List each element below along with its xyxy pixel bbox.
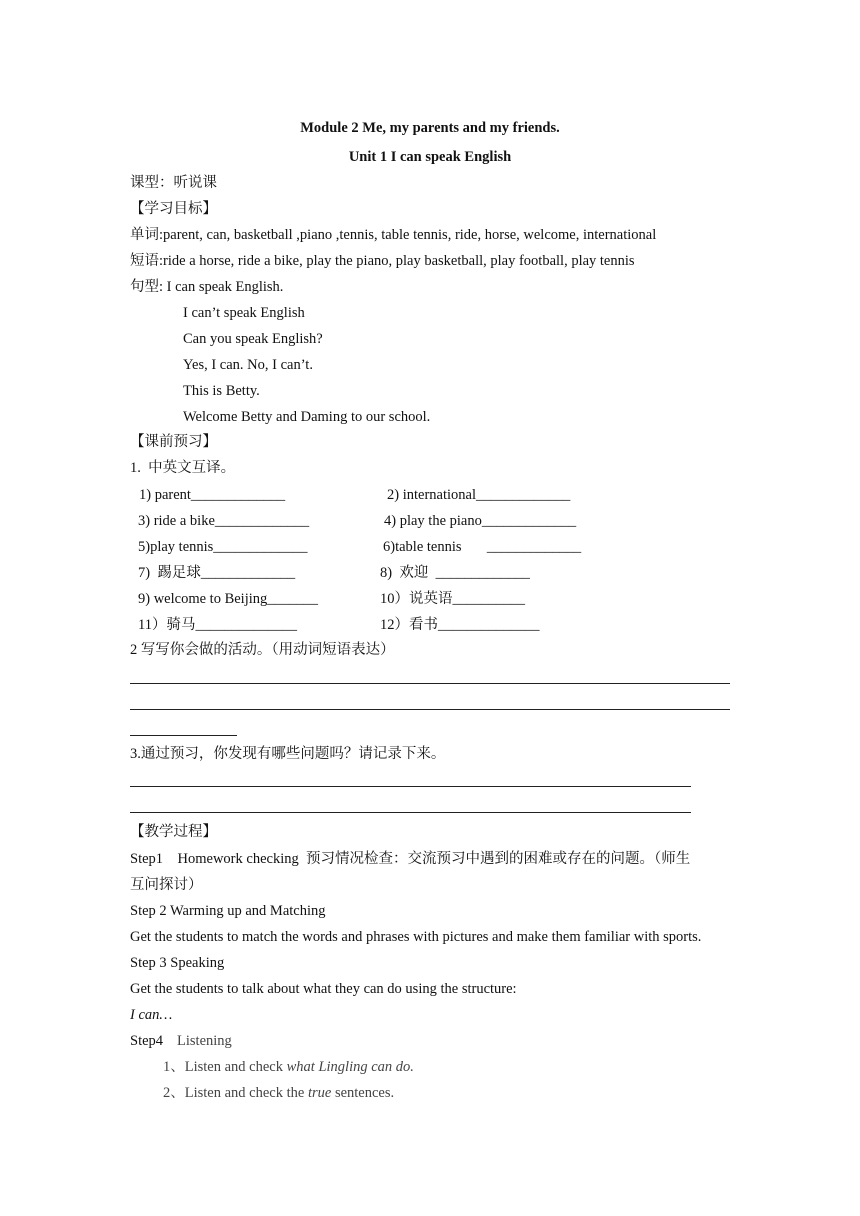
unit-title: Unit 1 I can speak English xyxy=(348,149,512,165)
preview-heading: 【课前预习】 xyxy=(130,434,217,450)
objective-sentence: Welcome Betty and Daming to our school. xyxy=(183,409,431,425)
objective-sentence: Can you speak English? xyxy=(183,331,323,347)
exercise3-heading: 3.通过预习，你发现有哪些问题吗？请记录下来。 xyxy=(130,746,446,762)
lesson-type: 课型：听说课 xyxy=(130,175,217,191)
step4-item: 1、Listen and check what Lingling can do. xyxy=(163,1059,414,1075)
exercise1-item: 12）看书______________ xyxy=(380,617,540,633)
step3-desc: Get the students to talk about what they can do using the structure: xyxy=(130,981,517,997)
exercise1-item: 8) 欢迎 _____________ xyxy=(380,565,530,581)
objective-phrases: 短语:ride a horse, ride a bike, play the piano, play basketball, play football, play tennis xyxy=(130,253,635,269)
step4-label: Step4 xyxy=(130,1033,164,1049)
exercise1-item: 2) international_____________ xyxy=(387,487,571,503)
step4-name: Listening xyxy=(177,1033,232,1049)
exercise1-item: 1) parent_____________ xyxy=(139,487,286,503)
answer-line xyxy=(130,786,691,787)
exercise1-item: 5)play tennis_____________ xyxy=(138,539,308,555)
exercise1-item: 6)table tennis _____________ xyxy=(383,539,582,555)
step2-desc: Get the students to match the words and phrases with pictures and make them familiar with sports. xyxy=(130,929,702,945)
answer-line xyxy=(130,683,730,684)
step3-title: Step 3 Speaking xyxy=(130,955,225,971)
exercise1-item: 4) play the piano_____________ xyxy=(384,513,577,529)
step4-item: 2、Listen and check the true sentences. xyxy=(163,1085,395,1101)
step4-title xyxy=(130,1032,232,1050)
objective-sentence: Yes, I can. No, I can’t. xyxy=(183,357,313,373)
objectives-heading: 【学习目标】 xyxy=(130,201,217,217)
answer-line xyxy=(130,709,730,710)
objective-words: 单词:parent, can, basketball ,piano ,tennis, table tennis, ride, horse, welcome, international xyxy=(130,227,657,243)
exercise1-item: 11）骑马______________ xyxy=(138,617,297,633)
step1-text: Step1 Homework checking 预习情况检查：交流预习中遇到的困难或存在的问题。（师生 xyxy=(130,851,691,867)
exercise1-heading: 1. 中英文互译。 xyxy=(130,460,236,476)
exercise1-item: 10）说英语__________ xyxy=(380,591,525,607)
exercise1-item: 3) ride a bike_____________ xyxy=(138,513,310,529)
exercise1-item: 9) welcome to Beijing_______ xyxy=(138,591,319,607)
exercise1-item: 7) 踢足球_____________ xyxy=(138,565,296,581)
objective-sentence: I can’t speak English xyxy=(183,305,305,321)
step3-example: I can… xyxy=(130,1007,173,1023)
step1-text-cont: 互问探讨） xyxy=(130,877,203,893)
exercise2-heading: 2 写写你会做的活动。（用动词短语表达） xyxy=(130,642,395,658)
step2-title: Step 2 Warming up and Matching xyxy=(130,903,326,919)
objective-sentences-label: 句型: I can speak English. xyxy=(130,279,284,295)
answer-line xyxy=(130,735,237,736)
answer-line xyxy=(130,812,691,813)
objective-sentence: This is Betty. xyxy=(183,383,260,399)
module-title: Module 2 Me, my parents and my friends. xyxy=(300,120,560,136)
process-heading: 【教学过程】 xyxy=(130,824,217,840)
